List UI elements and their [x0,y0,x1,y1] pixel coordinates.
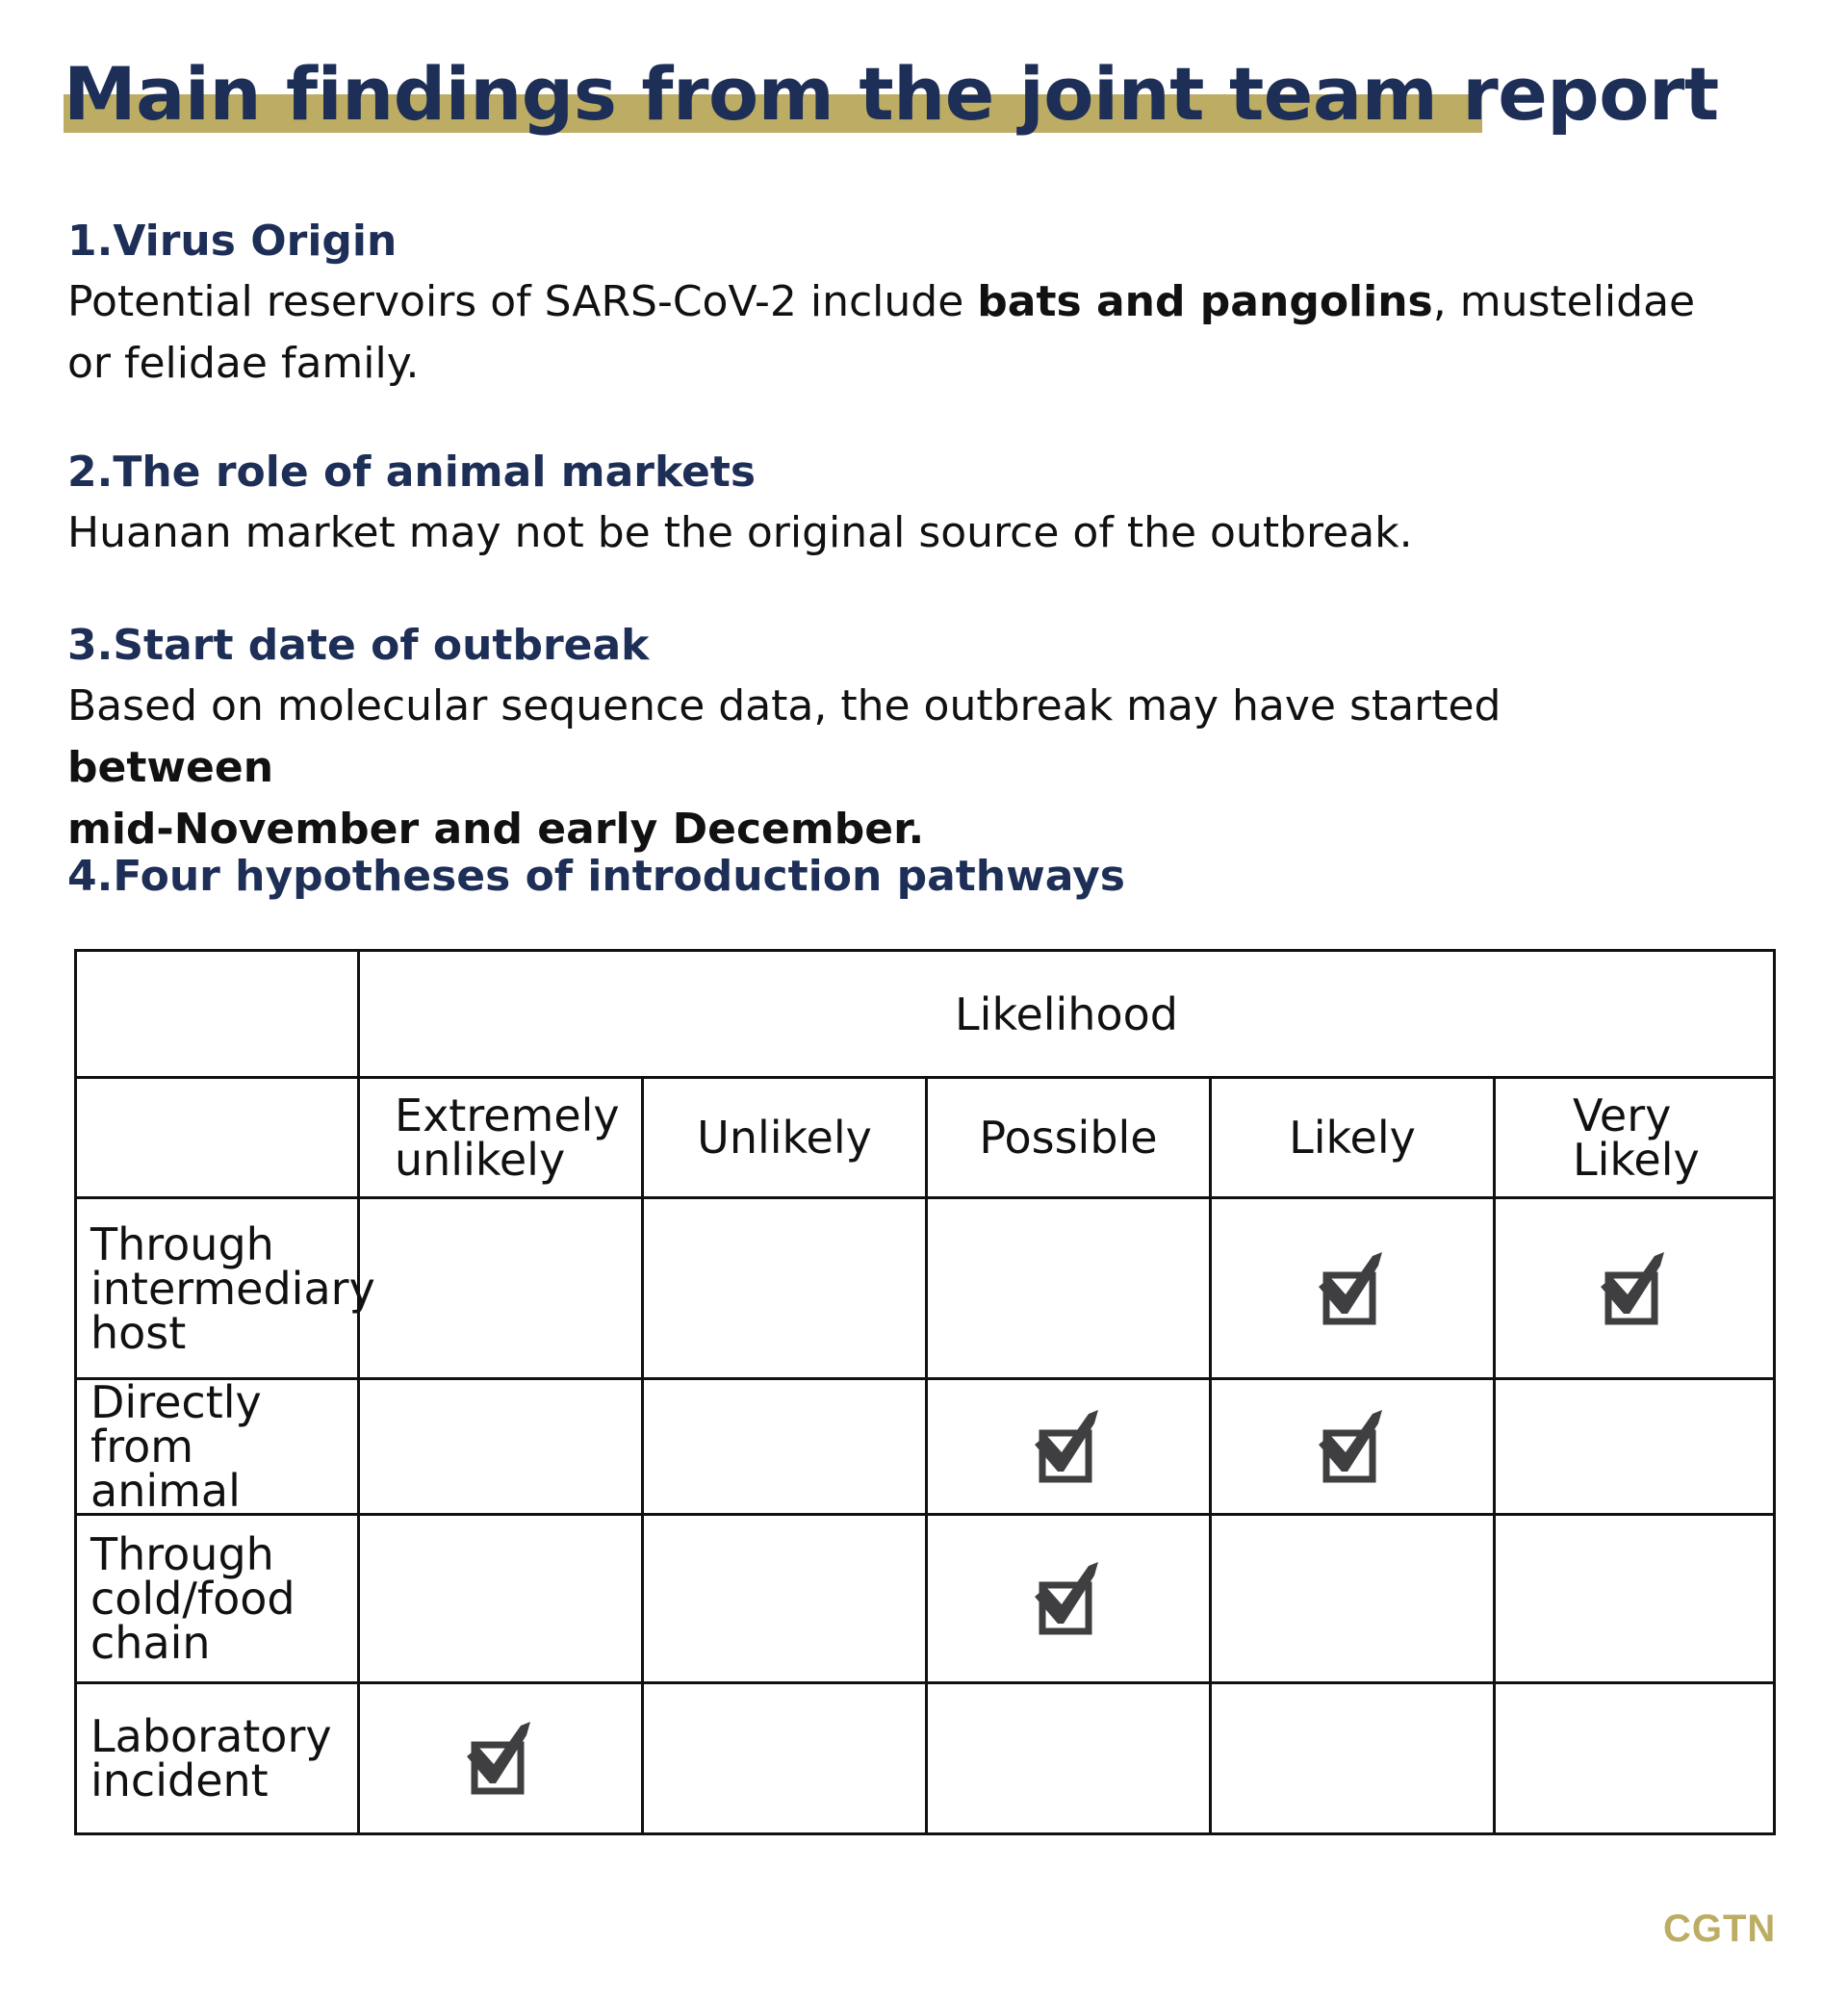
row-label: Laboratory incident [76,1683,359,1834]
likelihood-cell [1211,1379,1495,1515]
body-text: or felidae family. [67,339,420,388]
section-body [67,502,1704,564]
table-row [76,1515,1775,1683]
cgtn-logo: CGTN [1663,1908,1777,1950]
body-text: Huanan market may not be the original source of the outbreak. [67,508,1413,557]
body-text: Potential reservoirs of SARS-CoV-2 include [67,277,978,326]
likelihood-cell [359,1379,643,1515]
section-heading: 4.Four hypotheses of introduction pathways [67,852,1125,901]
section-heading: 3.Start date of outbreak [67,621,650,670]
column-header: Unlikely [643,1078,927,1198]
bold-text: between [67,743,274,792]
table-group-header-row [76,951,1775,1078]
section-start-date [67,616,1704,860]
section-body [67,676,1704,860]
checkbox-checked-icon [1599,1250,1670,1327]
column-header: Likely [1211,1078,1495,1198]
likelihood-cell [927,1515,1211,1683]
likelihood-cell [1211,1683,1495,1834]
likelihood-header: Likelihood [359,951,1775,1078]
checkbox-checked-icon [1317,1250,1388,1327]
likelihood-cell [927,1683,1211,1834]
row-label: Through intermediary host [76,1198,359,1379]
likelihood-cell [643,1515,927,1683]
section-virus-origin [67,212,1704,395]
column-header: Very Likely [1495,1078,1775,1198]
title-block [64,46,1719,142]
empty-corner-cell [76,951,359,1078]
checkbox-checked-icon [1033,1408,1104,1485]
bold-text: bats and pangolins [977,277,1433,326]
section-animal-markets [67,443,1704,564]
section-heading: 2.The role of animal markets [67,448,757,497]
page-title: Main findings from the joint team report [64,51,1719,137]
likelihood-cell [927,1379,1211,1515]
table-row [76,1683,1775,1834]
likelihood-cell [1495,1198,1775,1379]
hypotheses-table [74,949,1776,1835]
likelihood-cell [1495,1379,1775,1515]
likelihood-cell [1495,1515,1775,1683]
table-column-header-row [76,1078,1775,1198]
likelihood-cell [359,1198,643,1379]
likelihood-cell [643,1379,927,1515]
body-text: , mustelidae [1432,277,1696,326]
body-text: Based on molecular sequence data, the outbreak may have started [67,681,1502,730]
checkbox-checked-icon [1317,1408,1388,1485]
section-hypotheses [67,847,1704,907]
likelihood-cell [643,1198,927,1379]
table-row [76,1198,1775,1379]
checkbox-checked-icon [465,1720,536,1797]
section-heading: 1.Virus Origin [67,217,398,266]
checkbox-checked-icon [1033,1560,1104,1637]
bold-text: mid-November and early December. [67,805,925,854]
row-label: Directly from animal [76,1379,359,1515]
likelihood-cell [1211,1198,1495,1379]
likelihood-cell [643,1683,927,1834]
likelihood-cell [927,1198,1211,1379]
likelihood-cell [359,1683,643,1834]
row-label: Through cold/food chain [76,1515,359,1683]
likelihood-cell [359,1515,643,1683]
empty-corner-cell [76,1078,359,1198]
table-row [76,1379,1775,1515]
column-header: Possible [927,1078,1211,1198]
likelihood-cell [1495,1683,1775,1834]
column-header: Extremely unlikely [359,1078,643,1198]
likelihood-cell [1211,1515,1495,1683]
section-body [67,271,1704,395]
